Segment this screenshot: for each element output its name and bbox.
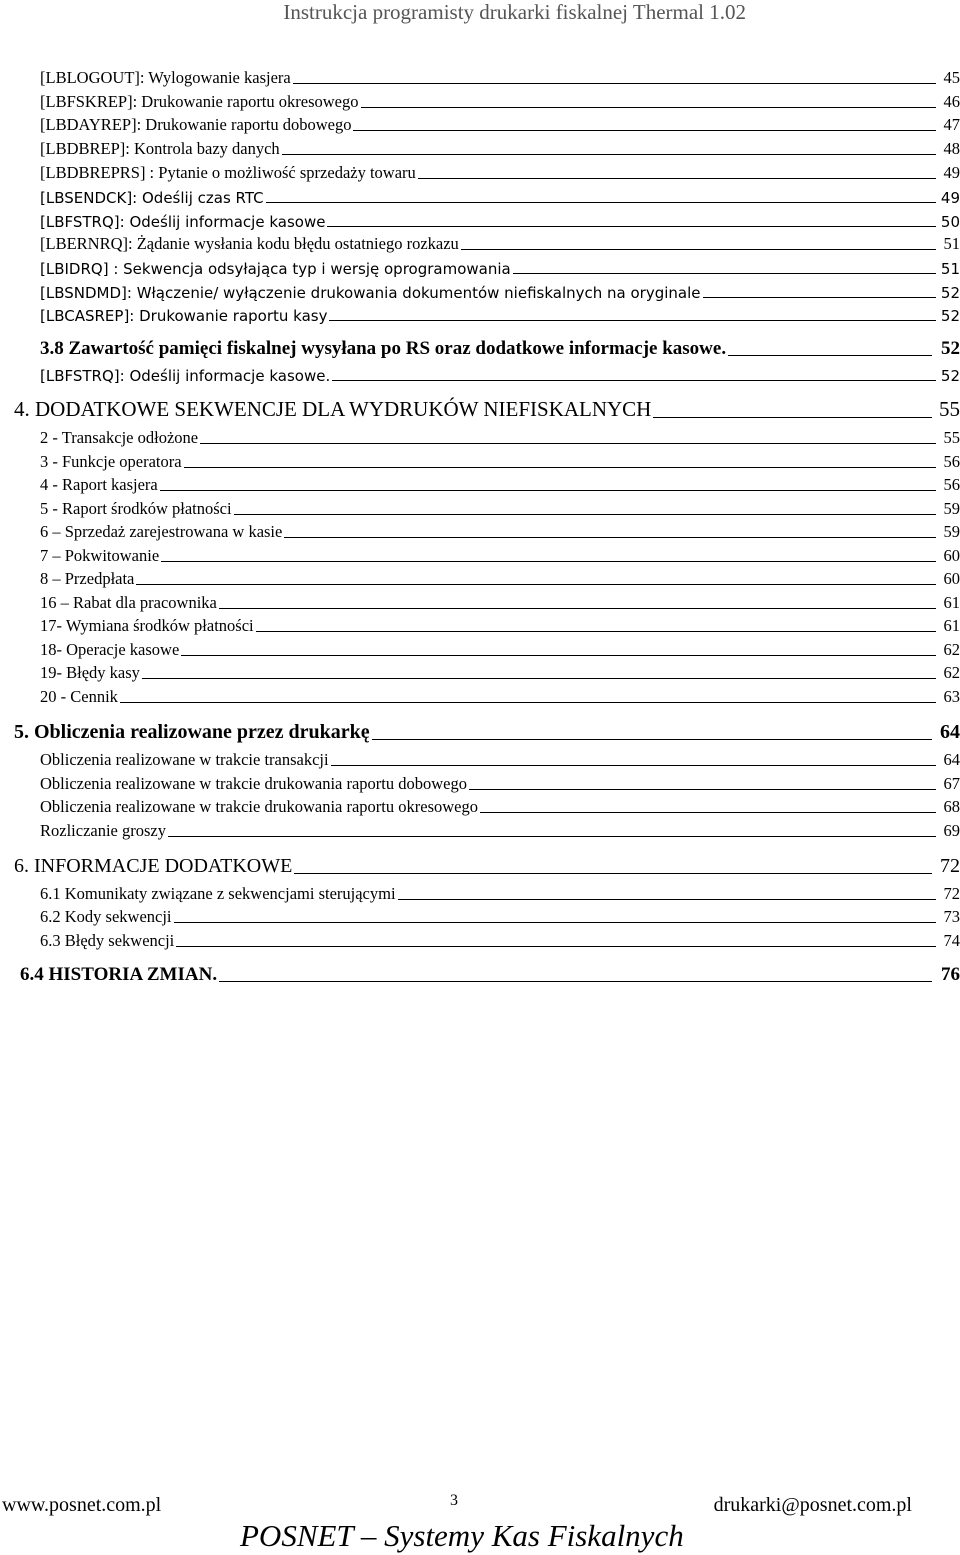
- toc-entry-page: 68: [943, 797, 960, 816]
- toc-section-6[interactable]: [14, 854, 960, 878]
- toc-entry-title: 6 – Sprzedaż zarejestrowana w kasie: [40, 522, 283, 541]
- toc-entry[interactable]: [40, 770, 960, 794]
- toc-entry[interactable]: [40, 817, 960, 841]
- toc-leader: [332, 380, 936, 381]
- toc-entry-title: 8 – Przedpłata: [40, 569, 135, 588]
- toc-entry[interactable]: [40, 135, 960, 159]
- toc-entry-title: [LBSNDMD]: Włączenie/ wyłączenie drukowania dokumentów niefiskalnych na oryginale: [40, 284, 701, 302]
- toc-entry-page: 61: [943, 616, 960, 635]
- toc-entry[interactable]: [40, 565, 960, 589]
- toc-section-page: 72: [940, 855, 960, 877]
- toc-leader: [181, 655, 936, 656]
- toc-entry-page: 52: [940, 284, 960, 302]
- toc-section-title: 6.4 HISTORIA ZMIAN.: [20, 964, 218, 985]
- toc-leader: [136, 584, 936, 585]
- toc-entry[interactable]: [40, 746, 960, 770]
- toc-section-5[interactable]: [14, 720, 960, 744]
- toc-leader: [353, 130, 936, 131]
- toc-leader: [418, 178, 936, 179]
- footer-website[interactable]: www.posnet.com.pl: [2, 1494, 162, 1516]
- toc-entry-page: 56: [943, 475, 960, 494]
- toc-entry-page: 51: [943, 234, 960, 253]
- toc-entry-title: [LBIDRQ] : Sekwencja odsyłająca typ i wersję oprogramowania: [40, 260, 511, 278]
- toc-leader: [480, 812, 936, 813]
- toc-leader: [234, 514, 936, 515]
- toc-entry[interactable]: [40, 111, 960, 135]
- toc-entry-title: [LBLOGOUT]: Wylogowanie kasjera: [40, 68, 291, 87]
- toc-entry-page: 63: [943, 687, 960, 706]
- toc-entry[interactable]: [40, 636, 960, 660]
- toc-entry[interactable]: [40, 903, 960, 927]
- toc-entry[interactable]: [40, 495, 960, 519]
- toc-entry-title: Obliczenia realizowane w trakcie drukowania raportu okresowego: [40, 797, 478, 816]
- toc-entry-title: 19- Błędy kasy: [40, 663, 140, 682]
- toc-entry[interactable]: [40, 589, 960, 613]
- toc-leader: [174, 922, 936, 923]
- toc-leader: [160, 490, 936, 491]
- toc-leader: [294, 873, 932, 874]
- toc-entry[interactable]: [40, 683, 960, 707]
- toc-section-page: 76: [941, 964, 960, 985]
- toc-section-page: 55: [939, 397, 960, 421]
- toc-leader: [372, 739, 932, 740]
- page-header: [0, 0, 960, 28]
- toc-entry-title: 6.2 Kody sekwencji: [40, 907, 172, 926]
- toc-leader: [461, 249, 936, 250]
- toc-leader: [293, 83, 936, 84]
- toc-entry-page: 69: [943, 821, 960, 840]
- footer-brand: POSNET – Systemy Kas Fiskalnych: [240, 1518, 684, 1553]
- toc-entry-page: 46: [943, 92, 960, 111]
- toc-entry[interactable]: [40, 64, 960, 88]
- toc-entry-page: 52: [940, 367, 960, 385]
- toc-entry-title: [LBFSKREP]: Drukowanie raportu okresowego: [40, 92, 359, 111]
- toc-entry-page: 56: [943, 452, 960, 471]
- toc-entry[interactable]: [40, 159, 960, 183]
- document-title: Instrukcja programisty drukarki fiskalnej Thermal 1.02: [283, 0, 746, 24]
- toc-entry-page: 49: [943, 163, 960, 182]
- toc-entry-title: 6.1 Komunikaty związane z sekwencjami sterującymi: [40, 884, 396, 903]
- toc-entry[interactable]: [40, 927, 960, 951]
- toc-leader: [266, 202, 936, 203]
- toc-entry-title: 17- Wymiana środków płatności: [40, 616, 254, 635]
- toc-leader: [142, 678, 936, 679]
- toc-entry[interactable]: [40, 659, 960, 683]
- toc-entry[interactable]: [40, 880, 960, 904]
- toc-entry[interactable]: [40, 542, 960, 566]
- toc-entry-page: 74: [943, 931, 960, 950]
- toc-entry-page: 51: [940, 260, 960, 278]
- page-footer: [0, 1488, 960, 1555]
- toc-entry-page: 72: [943, 884, 960, 903]
- toc-entry-title: 7 – Pokwitowanie: [40, 546, 160, 565]
- toc-leader: [120, 702, 936, 703]
- toc-entry-page: 67: [943, 774, 960, 793]
- toc-leader: [361, 107, 937, 108]
- toc-entry-page: 45: [943, 68, 960, 87]
- toc-entry-title: 3 - Funkcje operatora: [40, 452, 182, 471]
- toc-entry-title: [LBERNRQ]: Żądanie wysłania kodu błędu ostatniego rozkazu: [40, 234, 459, 253]
- toc-entry-title: Obliczenia realizowane w trakcie transakcji: [40, 750, 329, 769]
- toc-entry-page: 73: [943, 907, 960, 926]
- toc-section-3-8[interactable]: [40, 336, 960, 360]
- toc-leader: [176, 946, 936, 947]
- toc-entry-page: 55: [943, 428, 960, 447]
- toc-entry[interactable]: [40, 518, 960, 542]
- toc-entry-page: 52: [940, 307, 960, 325]
- toc-entry[interactable]: [40, 793, 960, 817]
- toc-entry[interactable]: [40, 207, 960, 231]
- toc-entry[interactable]: [40, 183, 960, 207]
- toc-entry[interactable]: [40, 278, 960, 302]
- toc-entry[interactable]: [40, 471, 960, 495]
- toc-entry[interactable]: [40, 612, 960, 636]
- toc-section-title: 5. Obliczenia realizowane przez drukarkę: [14, 721, 370, 743]
- toc-section-page: 52: [941, 338, 960, 359]
- toc-entry-page: 60: [943, 546, 960, 565]
- toc-entry-page: 48: [943, 139, 960, 158]
- toc-entry-title: 20 - Cennik: [40, 687, 118, 706]
- toc-entry-title: Rozliczanie groszy: [40, 821, 166, 840]
- toc-leader: [219, 608, 936, 609]
- toc-entry[interactable]: [40, 448, 960, 472]
- toc-leader: [256, 631, 936, 632]
- toc-entry-page: 64: [943, 750, 960, 769]
- toc-section-title: 4. DODATKOWE SEKWENCJE DLA WYDRUKÓW NIEFISKALNYCH: [14, 397, 652, 421]
- toc-section-page: 64: [940, 721, 960, 743]
- toc-section-title: 3.8 Zawartość pamięci fiskalnej wysyłana po RS oraz dodatkowe informacje kasowe.: [40, 338, 727, 359]
- toc-leader: [653, 417, 932, 418]
- toc-entry-title: [LBDAYREP]: Drukowanie raportu dobowego: [40, 115, 352, 134]
- toc-leader: [329, 320, 936, 321]
- toc-entry-page: 62: [943, 640, 960, 659]
- toc-leader: [168, 836, 936, 837]
- toc-leader: [513, 273, 936, 274]
- toc-entry-title: [LBDBREP]: Kontrola bazy danych: [40, 139, 280, 158]
- toc-entry[interactable]: [40, 230, 960, 254]
- toc-leader: [219, 981, 932, 982]
- toc-entry-title: 5 - Raport środków płatności: [40, 499, 232, 518]
- toc-section-title: 6. INFORMACJE DODATKOWE: [14, 855, 293, 877]
- toc-entry-page: 61: [943, 593, 960, 612]
- toc-entry[interactable]: [40, 361, 960, 385]
- toc-entry-page: 50: [940, 213, 960, 231]
- toc-entry-title: 2 - Transakcje odłożone: [40, 428, 199, 447]
- toc-entry-title: [LBFSTRQ]: Odeślij informacje kasowe.: [40, 367, 331, 385]
- footer-email[interactable]: drukarki@posnet.com.pl: [713, 1494, 912, 1516]
- toc-entry-title: [LBFSTRQ]: Odeślij informacje kasowe: [40, 213, 326, 231]
- toc-entry-title: 6.3 Błędy sekwencji: [40, 931, 175, 950]
- toc-leader: [282, 154, 936, 155]
- toc-section-6-4[interactable]: [20, 962, 960, 986]
- toc-entry[interactable]: [40, 254, 960, 278]
- toc-leader: [284, 537, 936, 538]
- toc-entry-title: [LBDBREPRS] : Pytanie o możliwość sprzedaży towaru: [40, 163, 416, 182]
- toc-leader: [703, 297, 937, 298]
- toc-entry-title: 4 - Raport kasjera: [40, 475, 158, 494]
- toc-entry[interactable]: [40, 88, 960, 112]
- toc-entry[interactable]: [40, 301, 960, 325]
- toc-entry-title: [LBCASREP]: Drukowanie raportu kasy: [40, 307, 328, 325]
- toc-leader: [469, 789, 936, 790]
- toc-entry-title: [LBSENDCK]: Odeślij czas RTC: [40, 189, 264, 207]
- toc-entry-page: 49: [940, 189, 960, 207]
- toc-entry-page: 62: [943, 663, 960, 682]
- toc-entry-title: 16 – Rabat dla pracownika: [40, 593, 217, 612]
- toc-leader: [184, 467, 936, 468]
- toc-leader: [728, 355, 932, 356]
- toc-leader: [327, 226, 936, 227]
- toc-entry-page: 60: [943, 569, 960, 588]
- toc-entry-page: 59: [943, 522, 960, 541]
- toc-entry-title: Obliczenia realizowane w trakcie drukowania raportu dobowego: [40, 774, 467, 793]
- toc-leader: [331, 765, 936, 766]
- toc-leader: [398, 899, 936, 900]
- toc-entry-title: 18- Operacje kasowe: [40, 640, 180, 659]
- toc-section-4[interactable]: [14, 398, 960, 422]
- toc-entry[interactable]: [40, 424, 960, 448]
- toc-entry-page: 47: [943, 115, 960, 134]
- toc-leader: [200, 443, 936, 444]
- page-number: 3: [450, 1492, 458, 1509]
- toc-entry-page: 59: [943, 499, 960, 518]
- toc-leader: [161, 561, 936, 562]
